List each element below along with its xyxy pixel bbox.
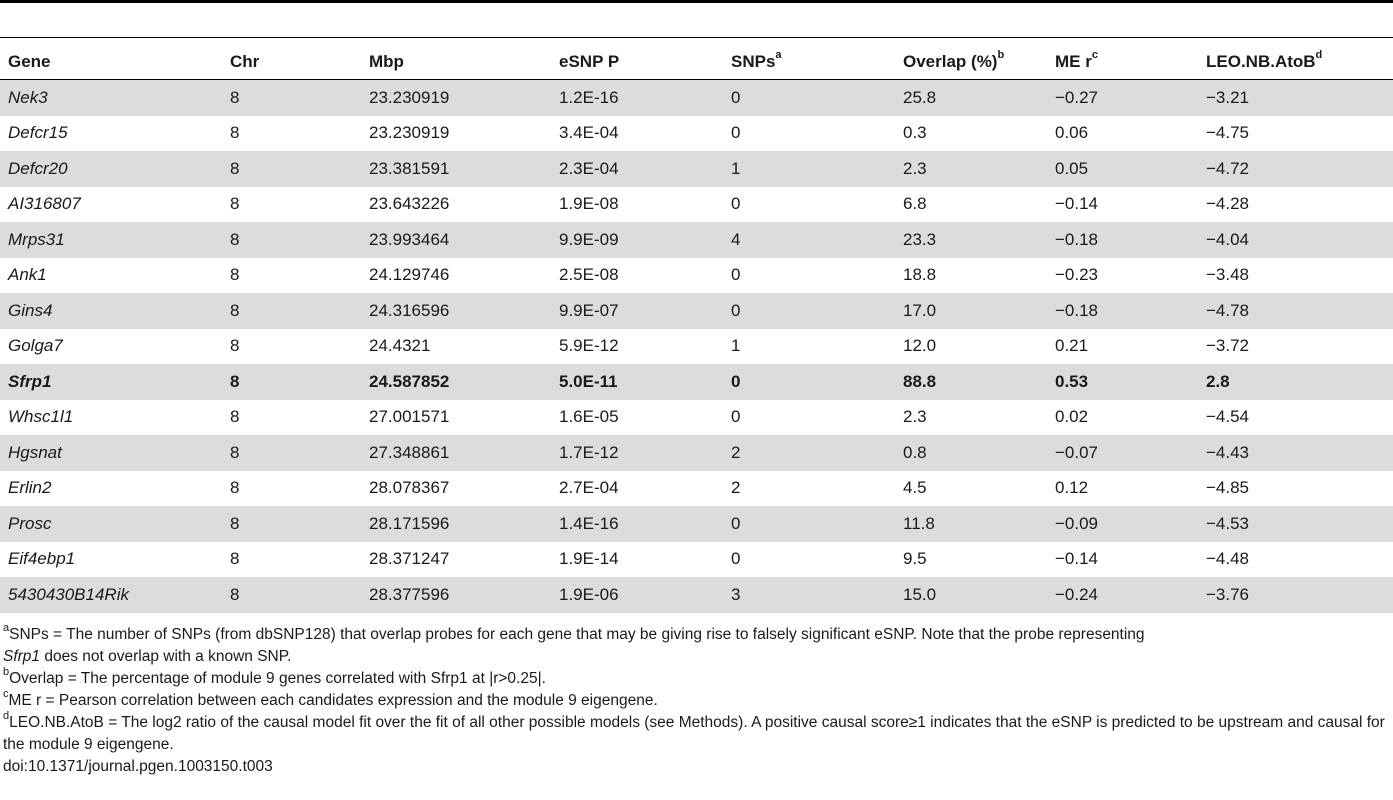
cell-snps: 0	[731, 265, 741, 285]
header-top-rule	[0, 37, 1393, 38]
column-header	[0, 45, 222, 80]
cell-chr: 8	[230, 549, 240, 569]
cell-chr: 8	[230, 87, 240, 107]
cell-overlap: 25.8	[903, 87, 937, 107]
cell-snps: 1	[731, 158, 741, 178]
cell-mbp: 24.316596	[369, 300, 450, 320]
column-header-label: Chr	[230, 52, 260, 71]
footnote-d	[0, 709, 1390, 756]
cell-leo: −3.48	[1206, 265, 1250, 285]
cell-esnp-p: 1.2E-16	[559, 87, 619, 107]
cell-mbp: 24.587852	[369, 371, 450, 391]
cell-snps: 0	[731, 300, 741, 320]
cell-me-r: −0.09	[1055, 513, 1099, 533]
cell-leo: −4.72	[1206, 158, 1250, 178]
cell-chr: 8	[230, 229, 240, 249]
column-header	[1047, 45, 1198, 80]
cell-gene: AI316807	[8, 194, 81, 214]
cell-gene: Ank1	[8, 265, 47, 285]
cell-mbp: 28.371247	[369, 549, 450, 569]
cell-mbp: 28.377596	[369, 584, 450, 604]
cell-esnp-p: 2.3E-04	[559, 158, 619, 178]
cell-me-r: −0.18	[1055, 300, 1099, 320]
cell-chr: 8	[230, 300, 240, 320]
cell-mbp: 23.381591	[369, 158, 450, 178]
cell-snps: 1	[731, 336, 741, 356]
cell-me-r: 0.21	[1055, 336, 1089, 356]
cell-leo: −4.78	[1206, 300, 1250, 320]
cell-snps: 0	[731, 549, 741, 569]
table-row	[0, 222, 1393, 258]
footnote-marker: c	[1091, 49, 1098, 62]
cell-gene: Golga7	[8, 336, 63, 356]
column-header-label: LEO.NB.AtoB	[1206, 52, 1316, 71]
cell-leo: −4.43	[1206, 442, 1250, 462]
cell-chr: 8	[230, 442, 240, 462]
column-header-label: Overlap (%)	[903, 52, 998, 71]
cell-chr: 8	[230, 194, 240, 214]
cell-gene: 5430430B14Rik	[8, 584, 129, 604]
table-row	[0, 151, 1393, 187]
cell-me-r: −0.14	[1055, 549, 1099, 569]
column-header-label: eSNP P	[559, 52, 620, 71]
cell-leo: −4.28	[1206, 194, 1250, 214]
cell-me-r: 0.06	[1055, 123, 1089, 143]
cell-overlap: 17.0	[903, 300, 937, 320]
cell-esnp-p: 1.9E-08	[559, 194, 619, 214]
cell-snps: 0	[731, 194, 741, 214]
cell-me-r: 0.12	[1055, 478, 1089, 498]
cell-gene: Erlin2	[8, 478, 52, 498]
cell-overlap: 23.3	[903, 229, 937, 249]
cell-overlap: 0.8	[903, 442, 927, 462]
cell-esnp-p: 9.9E-07	[559, 300, 619, 320]
cell-gene: Prosc	[8, 513, 52, 533]
cell-gene: Eif4ebp1	[8, 549, 76, 569]
cell-snps: 2	[731, 478, 741, 498]
cell-leo: −3.76	[1206, 584, 1250, 604]
top-rule	[0, 0, 1393, 3]
cell-gene: Mrps31	[8, 229, 65, 249]
table-row	[0, 542, 1393, 578]
column-header-label: ME r	[1055, 52, 1092, 71]
table-row	[0, 116, 1393, 152]
footnote-marker: a	[775, 49, 782, 62]
column-header	[222, 45, 361, 80]
cell-mbp: 28.171596	[369, 513, 450, 533]
cell-me-r: −0.27	[1055, 87, 1099, 107]
column-header	[551, 45, 723, 80]
table-row	[0, 293, 1393, 329]
cell-overlap: 2.3	[903, 158, 927, 178]
cell-gene: Hgsnat	[8, 442, 62, 462]
cell-snps: 0	[731, 123, 741, 143]
cell-chr: 8	[230, 407, 240, 427]
cell-esnp-p: 9.9E-09	[559, 229, 619, 249]
cell-overlap: 12.0	[903, 336, 937, 356]
cell-overlap: 4.5	[903, 478, 927, 498]
cell-esnp-p: 5.0E-11	[559, 371, 618, 391]
cell-gene: Nek3	[8, 87, 48, 107]
cell-me-r: 0.05	[1055, 158, 1089, 178]
column-header	[1198, 45, 1393, 80]
cell-chr: 8	[230, 584, 240, 604]
cell-mbp: 27.348861	[369, 442, 450, 462]
cell-me-r: −0.18	[1055, 229, 1099, 249]
cell-snps: 4	[731, 229, 741, 249]
cell-leo: −4.04	[1206, 229, 1250, 249]
table-row	[0, 187, 1393, 223]
table-row	[0, 506, 1393, 542]
cell-chr: 8	[230, 513, 240, 533]
cell-chr: 8	[230, 371, 240, 391]
cell-snps: 0	[731, 87, 741, 107]
footnote-d-marker: d	[3, 709, 10, 722]
table-row	[0, 577, 1393, 613]
doi-line: doi:10.1371/journal.pgen.1003150.t003	[3, 758, 273, 775]
footnote-marker: b	[997, 49, 1005, 62]
cell-mbp: 24.129746	[369, 265, 450, 285]
column-header	[723, 45, 895, 80]
cell-me-r: 0.02	[1055, 407, 1089, 427]
cell-me-r: −0.14	[1055, 194, 1099, 214]
cell-overlap: 9.5	[903, 549, 927, 569]
table-row	[0, 329, 1393, 365]
footnote-a-text: SNPs = The number of SNPs (from dbSNP128) that overlap probes for each gene that may be giving rise to falsely significant eSNP. Note that the probe representing	[9, 626, 1145, 643]
cell-mbp: 23.993464	[369, 229, 450, 249]
column-header-label: SNPs	[731, 52, 776, 71]
column-header	[895, 45, 1047, 80]
cell-chr: 8	[230, 158, 240, 178]
cell-snps: 3	[731, 584, 741, 604]
column-header-label: Gene	[8, 52, 51, 71]
cell-esnp-p: 5.9E-12	[559, 336, 619, 356]
cell-esnp-p: 2.5E-08	[559, 265, 619, 285]
cell-snps: 2	[731, 442, 741, 462]
footnote-d-text: LEO.NB.AtoB = The log2 ratio of the causal model fit over the fit of all other possible models (see Methods). A positive causal score≥1 indicates that the eSNP is predicted to be upstream and causal for the module 9 eigengene.	[3, 714, 1385, 753]
cell-chr: 8	[230, 336, 240, 356]
footnote-b-text: Overlap = The percentage of module 9 genes correlated with Sfrp1 at |r>0.25|.	[9, 670, 546, 687]
footnote-a-gene: Sfrp1	[3, 648, 41, 665]
column-header-label: Mbp	[369, 52, 404, 71]
table-footnotes	[0, 621, 1390, 778]
cell-esnp-p: 3.4E-04	[559, 123, 619, 143]
table-row	[0, 435, 1393, 471]
cell-esnp-p: 1.9E-14	[559, 549, 619, 569]
cell-mbp: 28.078367	[369, 478, 450, 498]
footnote-c-marker: c	[3, 687, 9, 700]
footnote-b-marker: b	[3, 665, 10, 678]
cell-esnp-p: 1.4E-16	[559, 513, 619, 533]
cell-leo: −4.54	[1206, 407, 1250, 427]
cell-gene: Whsc1l1	[8, 407, 74, 427]
footnote-c	[0, 687, 1390, 712]
cell-gene: Sfrp1	[8, 371, 52, 391]
cell-esnp-p: 1.6E-05	[559, 407, 619, 427]
cell-mbp: 23.230919	[369, 87, 450, 107]
cell-chr: 8	[230, 265, 240, 285]
cell-overlap: 18.8	[903, 265, 937, 285]
table-body	[0, 80, 1393, 613]
footnote-a-marker: a	[3, 621, 10, 634]
results-table	[0, 45, 1393, 613]
table-row	[0, 400, 1393, 436]
table-row	[0, 258, 1393, 294]
cell-leo: −3.72	[1206, 336, 1250, 356]
column-header	[361, 45, 551, 80]
table-row	[0, 471, 1393, 507]
cell-esnp-p: 1.9E-06	[559, 584, 619, 604]
cell-mbp: 23.230919	[369, 123, 450, 143]
footnote-a	[0, 621, 1390, 668]
footnote-c-text: ME r = Pearson correlation between each candidates expression and the module 9 eigengene.	[8, 692, 658, 709]
cell-mbp: 24.4321	[369, 336, 431, 356]
cell-mbp: 23.643226	[369, 194, 450, 214]
cell-me-r: 0.53	[1055, 371, 1089, 391]
cell-gene: Defcr20	[8, 158, 68, 178]
cell-snps: 0	[731, 371, 741, 391]
cell-gene: Defcr15	[8, 123, 68, 143]
cell-leo: −4.53	[1206, 513, 1250, 533]
cell-overlap: 11.8	[903, 513, 935, 533]
cell-snps: 0	[731, 513, 741, 533]
cell-snps: 0	[731, 407, 741, 427]
cell-leo: −4.48	[1206, 549, 1250, 569]
footnote-a-text-end: does not overlap with a known SNP.	[40, 648, 292, 665]
footnote-b	[0, 665, 1390, 690]
cell-esnp-p: 1.7E-12	[559, 442, 619, 462]
cell-leo: 2.8	[1206, 371, 1230, 391]
cell-overlap: 0.3	[903, 123, 927, 143]
cell-chr: 8	[230, 123, 240, 143]
cell-overlap: 2.3	[903, 407, 927, 427]
footnote-marker: d	[1315, 49, 1323, 62]
cell-me-r: −0.23	[1055, 265, 1099, 285]
cell-overlap: 15.0	[903, 584, 937, 604]
cell-leo: −4.85	[1206, 478, 1250, 498]
cell-chr: 8	[230, 478, 240, 498]
cell-overlap: 88.8	[903, 371, 937, 391]
cell-overlap: 6.8	[903, 194, 927, 214]
cell-leo: −4.75	[1206, 123, 1250, 143]
cell-me-r: −0.24	[1055, 584, 1099, 604]
cell-me-r: −0.07	[1055, 442, 1099, 462]
table-row	[0, 364, 1393, 400]
cell-mbp: 27.001571	[369, 407, 450, 427]
table-header-row	[0, 45, 1393, 80]
cell-esnp-p: 2.7E-04	[559, 478, 619, 498]
table-row	[0, 80, 1393, 116]
cell-gene: Gins4	[8, 300, 53, 320]
cell-leo: −3.21	[1206, 87, 1250, 107]
